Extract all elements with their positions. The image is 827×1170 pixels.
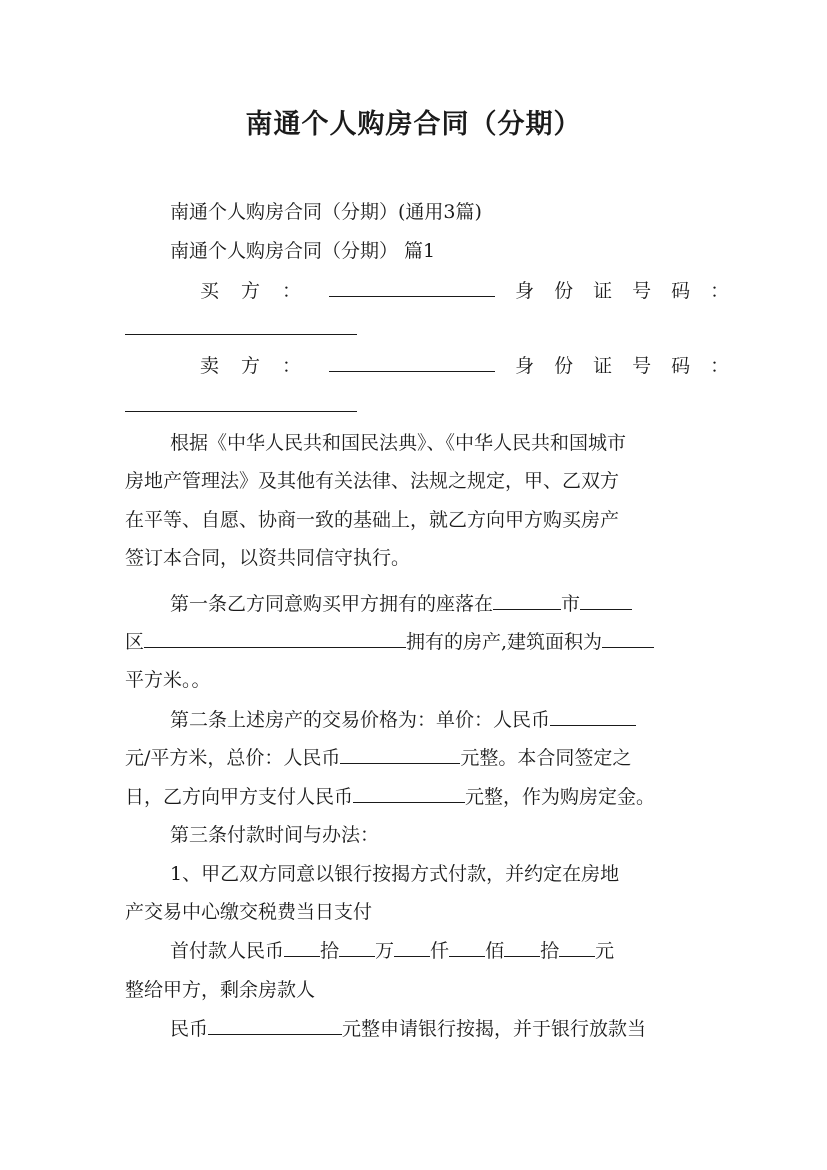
article-3-item-1-line-2: 产交易中心缴交税费当日支付: [125, 901, 373, 923]
article-1-line-1: [170, 590, 703, 618]
city-blank: [493, 591, 561, 610]
unit-shi: 拾: [320, 940, 340, 962]
buyer-id-label: 身份证号码：: [515, 280, 750, 302]
down-payment-line: [170, 937, 703, 965]
seller-id-label: 身份证号码：: [515, 355, 750, 377]
subtitle-part-1: 南通个人购房合同（分期） 篇1: [170, 240, 436, 262]
area-blank: [602, 629, 654, 648]
unit-bai: 佰: [485, 940, 505, 962]
remaining-text-a: 民币: [170, 1018, 209, 1040]
blank-yuan: [559, 938, 595, 957]
article-2-line-2: [125, 744, 703, 772]
unit-qian: 仟: [430, 940, 450, 962]
unit-price-blank: [550, 707, 636, 726]
article-1-text-a: 第一条乙方同意购买甲方拥有的座落在: [170, 593, 494, 615]
article-1-line-3: 平方米。。: [125, 669, 211, 691]
seller-line: [200, 352, 750, 380]
unit-wan: 万: [375, 940, 395, 962]
remaining-text-b: 元整申请银行按揭，并于银行放款当: [342, 1018, 647, 1040]
remaining-payment-line: [170, 1015, 703, 1043]
buyer-line: [200, 277, 750, 305]
city-blank-2: [580, 591, 632, 610]
buyer-label: 买方：: [200, 280, 324, 302]
buyer-id-blank: [125, 334, 357, 335]
article-2-text-e: 元整，作为购房定金。: [465, 786, 656, 808]
deposit-blank: [353, 784, 465, 803]
blank-shi-wan: [284, 938, 320, 957]
district-blank: [144, 629, 406, 648]
subtitle-collection: 南通个人购房合同（分期）(通用3篇): [170, 201, 482, 223]
article-3-item-1-line-1: 1、甲乙双方同意以银行按揭方式付款，并约定在房地: [170, 863, 620, 885]
preamble-line-4: 签订本合同，以资共同信守执行。: [125, 547, 411, 569]
down-payment-text: 首付款人民币: [170, 940, 285, 962]
seller-label: 卖方：: [200, 355, 324, 377]
seller-name-blank: [329, 353, 495, 372]
document-title: 南通个人购房合同（分期）: [245, 109, 582, 140]
article-1-text-c: 区: [125, 631, 145, 653]
article-2-text-a: 第二条上述房产的交易价格为：单价：人民币: [170, 709, 551, 731]
seller-id-blank: [125, 411, 357, 412]
down-payment-line-2: 整给甲方，剩余房款人: [125, 979, 316, 1001]
preamble-line-3: 在平等、自愿、协商一致的基础上，就乙方向甲方购买房产: [125, 509, 620, 531]
article-2-text-d: 日，乙方向甲方支付人民币: [125, 786, 354, 808]
article-1-line-2: [125, 628, 703, 656]
article-2-line-3: [125, 783, 703, 811]
preamble-line-2: 房地产管理法》及其他有关法律、法规之规定，甲、乙双方: [125, 470, 620, 492]
preamble-line-1: 根据《中华人民共和国民法典》、《中华人民共和国城市: [170, 432, 627, 454]
blank-wan: [339, 938, 375, 957]
buyer-name-blank: [329, 278, 495, 297]
article-3-title: 第三条付款时间与办法：: [170, 824, 380, 846]
article-1-text-b: 市: [561, 593, 581, 615]
blank-shi: [504, 938, 540, 957]
article-2-line-1: [170, 706, 703, 734]
unit-shi-2: 拾: [540, 940, 560, 962]
blank-bai: [449, 938, 485, 957]
blank-qian: [394, 938, 430, 957]
article-2-text-b: 元/平方米，总价：人民币: [125, 747, 341, 769]
remaining-amount-blank: [208, 1016, 342, 1035]
article-2-text-c: 元整。本合同签定之: [460, 747, 632, 769]
total-price-blank: [340, 745, 460, 764]
unit-yuan: 元: [595, 940, 615, 962]
article-1-text-d: 拥有的房产,建筑面积为: [406, 631, 603, 653]
